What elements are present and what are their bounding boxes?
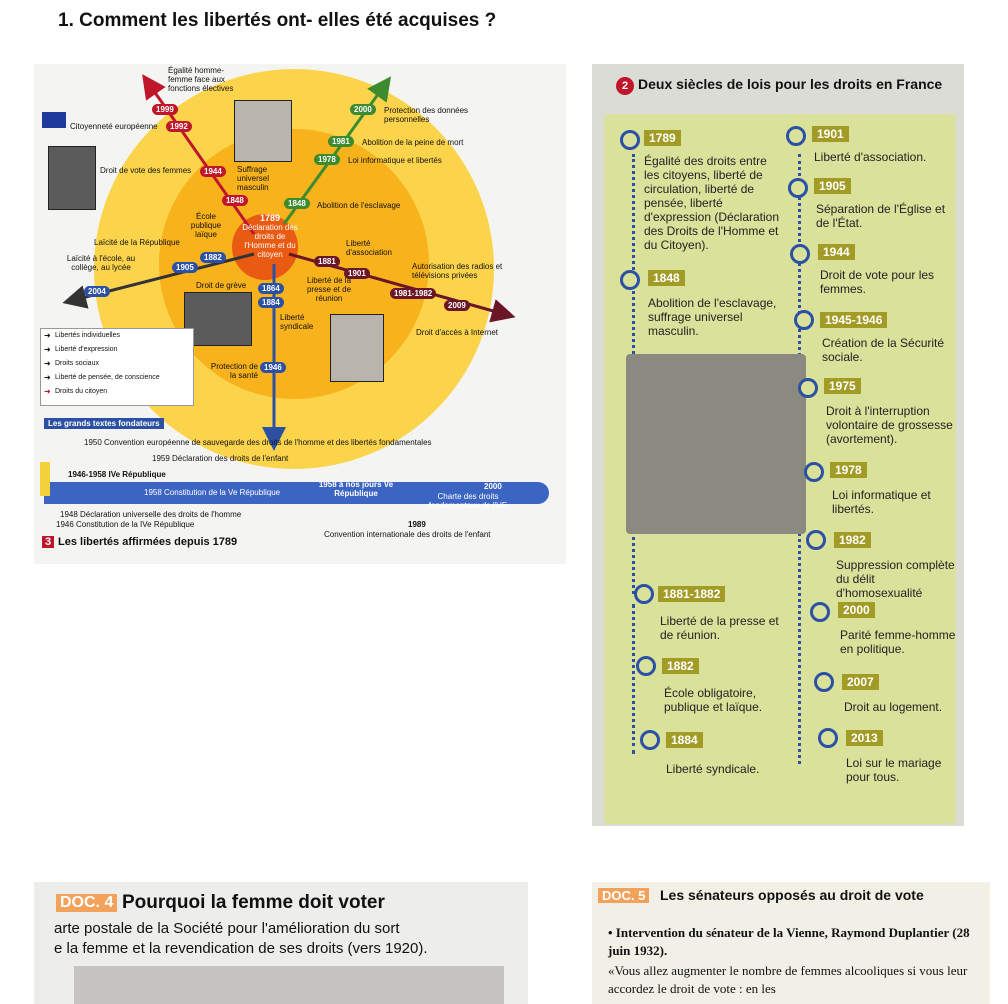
- label-vote-femmes: Droit de vote des femmes: [100, 166, 192, 175]
- legend: [40, 328, 194, 406]
- year-1884: 1884: [666, 732, 703, 748]
- core-text: Déclaration des droits de l'Homme et du citoyen: [242, 223, 298, 259]
- tl-charte: Charte des droits fondamentaux de l'UE: [428, 492, 508, 510]
- tl-1958-nos-jours: 1958 à nos jours Ve République: [318, 480, 394, 498]
- label-sante: Protection de la santé: [210, 362, 258, 380]
- desc-1945-1946: Création de la Sécurité sociale.: [822, 336, 945, 364]
- desc-1944: Droit de vote pour les femmes.: [820, 268, 935, 296]
- photo-press: [330, 314, 384, 382]
- label-ecole: École publique laïque: [190, 212, 222, 239]
- label-laicite: Laïcité de la République: [94, 238, 180, 247]
- desc-1882: École obligatoire, publique et laïque.: [664, 686, 763, 714]
- tag-1901: 1901: [344, 268, 370, 279]
- tag-2009: 2009: [444, 300, 470, 311]
- desc-1884: Liberté syndicale.: [666, 762, 760, 776]
- year-1881-1882: 1881-1882: [658, 586, 725, 602]
- label-informatique: Loi informatique et libertés: [348, 156, 442, 165]
- tl-1959: 1959 Déclaration des droits de l'enfant: [152, 454, 289, 463]
- photo-1848-man: [234, 100, 292, 162]
- desc-2000: Parité femme-homme en politique.: [840, 628, 956, 656]
- year-2007: 2007: [842, 674, 879, 690]
- photo-voting-woman: [48, 146, 96, 210]
- doc2-laws-timeline: [592, 64, 964, 826]
- doc5-title: Les sénateurs opposés au droit de vote: [660, 887, 924, 903]
- year-1882: 1882: [662, 658, 699, 674]
- doc4-postcard-image: [74, 966, 504, 1004]
- timeline-marker: [806, 530, 826, 550]
- left-dotted-line-2: [632, 604, 635, 754]
- tag-1944: 1944: [200, 166, 226, 177]
- timeline-marker: [790, 244, 810, 264]
- label-greve: Droit de grève: [196, 281, 247, 290]
- tag-1981-1982: 1981-1982: [390, 288, 436, 299]
- desc-1789: Égalité des droits entre les citoyens, liberté de circulation, liberté de pensée, liberté d'expression (Déclaration des Droits de l'Homme et du Citoyen).: [644, 154, 780, 252]
- timeline-marker: [620, 130, 640, 150]
- tag-1992: 1992: [166, 121, 192, 132]
- textes-fondateurs-title: Les grands textes fondateurs: [44, 418, 164, 429]
- doc3-caption-text: Les libertés affirmées depuis 1789: [58, 536, 238, 548]
- photo-strike: [184, 292, 252, 346]
- tag-2004: 2004: [84, 286, 110, 297]
- legend-item: ➜ Libertés individuelles: [44, 331, 120, 340]
- timeline-marker: [804, 462, 824, 482]
- year-1975: 1975: [824, 378, 861, 394]
- timeline-marker: [636, 656, 656, 676]
- label-donnees: Protection des données personnelles: [384, 106, 469, 124]
- doc2-title-text: Deux siècles de lois pour les droits en France: [638, 76, 943, 92]
- tag-1882: 1882: [200, 252, 226, 263]
- doc5-panel: [592, 882, 990, 1004]
- label-internet: Droit d'accès à Internet: [416, 328, 499, 337]
- timeline-marker: [786, 126, 806, 146]
- desc-1982: Suppression complète du délit d'homosexualité: [836, 558, 955, 600]
- tag-1978: 1978: [314, 154, 340, 165]
- doc4-caption-line2: e la femme et la revendication de ses droits (vers 1920).: [54, 940, 428, 957]
- timeline-marker: [640, 730, 660, 750]
- tag-1946: 1946: [260, 362, 286, 373]
- tag-2000: 2000: [350, 104, 376, 115]
- doc4-label: DOC. 4: [56, 894, 117, 912]
- tag-1864: 1864: [258, 283, 284, 294]
- doc3-number: 3: [42, 536, 54, 548]
- doc2-number: 2: [616, 77, 634, 95]
- year-2013: 2013: [846, 730, 883, 746]
- tl-1948: 1948 Déclaration universelle des droits de l'homme: [60, 510, 242, 519]
- timeline-marker: [788, 178, 808, 198]
- legend-item: ➜ Droits du citoyen: [44, 387, 108, 396]
- desc-2013: Loi sur le mariage pour tous.: [846, 756, 942, 784]
- page-heading: 1. Comment les libertés ont- elles été acquises ?: [58, 10, 497, 31]
- tag-1905: 1905: [172, 262, 198, 273]
- tl-1989: 1989: [408, 520, 426, 529]
- year-1945-1946: 1945-1946: [820, 312, 887, 328]
- engraving-image: [626, 354, 806, 534]
- tag-1881: 1881: [314, 256, 340, 267]
- tag-1981: 1981: [328, 136, 354, 147]
- tag-1848-green: 1848: [284, 198, 310, 209]
- timeline-marker: [798, 378, 818, 398]
- desc-2007: Droit au logement.: [844, 700, 943, 714]
- label-association: Liberté d'association: [346, 239, 392, 257]
- tl-2000: 2000: [484, 482, 502, 491]
- desc-1881-1882: Liberté de la presse et de réunion.: [660, 614, 779, 642]
- year-1978: 1978: [830, 462, 867, 478]
- timeline-marker: [810, 602, 830, 622]
- year-2000: 2000: [838, 602, 875, 618]
- timeline-marker: [620, 270, 640, 290]
- year-1901: 1901: [812, 126, 849, 142]
- core-label: [239, 214, 301, 259]
- desc-1975: Droit à l'interruption volontaire de grossesse (avortement).: [826, 404, 953, 446]
- tl-convention-enfant: Convention internationale des droits de l'enfant: [324, 530, 491, 539]
- doc4-title: Pourquoi la femme doit voter: [122, 892, 385, 913]
- year-1789: 1789: [644, 130, 681, 146]
- timeline-marker: [818, 728, 838, 748]
- year-1982: 1982: [834, 532, 871, 548]
- tag-1884: 1884: [258, 297, 284, 308]
- timeline-marker: [794, 310, 814, 330]
- label-egalite: Égalité homme-femme face aux fonctions électives: [168, 66, 234, 93]
- timeline-start-marker: [40, 462, 50, 496]
- doc3-liberties-map: [34, 64, 566, 564]
- label-presse: Liberté de la presse et de réunion: [306, 276, 352, 303]
- tl-1958: 1958 Constitution de la Ve République: [144, 488, 281, 497]
- doc2-title: [616, 76, 942, 95]
- doc5-quote: «Vous allez augmenter le nombre de femmes alcooliques si vous leur accordez le droit de vote : en les: [608, 963, 968, 996]
- legend-item: ➜ Liberté d'expression: [44, 345, 118, 354]
- eu-flag-icon: [42, 112, 66, 128]
- timeline-marker: [814, 672, 834, 692]
- doc5-speaker: • Intervention du sénateur de la Vienne, Raymond Duplantier (28 juin 1932).: [608, 925, 970, 958]
- legend-item: ➜ Droits sociaux: [44, 359, 99, 368]
- legend-item: ➜ Liberté de pensée, de conscience: [44, 373, 160, 382]
- timeline-marker: [634, 584, 654, 604]
- label-syndicale: Liberté syndicale: [280, 313, 314, 331]
- core-year: 1789: [259, 213, 281, 223]
- doc4-panel: [34, 882, 528, 1004]
- tl-1946-1958: 1946-1958 IVe République: [68, 470, 166, 479]
- tag-1848-red: 1848: [222, 195, 248, 206]
- label-suffrage: Suffrage universel masculin: [237, 165, 270, 192]
- year-1905: 1905: [814, 178, 851, 194]
- label-laicite-ecole: Laïcité à l'école, au collège, au lycée: [66, 254, 136, 272]
- doc5-label: DOC. 5: [598, 888, 649, 903]
- label-peine-mort: Abolition de la peine de mort: [362, 138, 464, 147]
- desc-1901: Liberté d'association.: [814, 150, 927, 164]
- doc3-caption: [42, 536, 237, 548]
- tl-1946: 1946 Constitution de la IVe République: [56, 520, 195, 529]
- label-esclavage: Abolition de l'esclavage: [317, 201, 401, 210]
- desc-1978: Loi informatique et libertés.: [832, 488, 931, 516]
- label-radios: Autorisation des radios et télévisions privées: [412, 262, 503, 280]
- tl-1950: 1950 Convention européenne de sauvegarde des droits de l'homme et des libertés fondamentales: [84, 438, 432, 447]
- tag-1999: 1999: [152, 104, 178, 115]
- doc4-caption-line1: arte postale de la Société pour l'amélioration du sort: [54, 920, 400, 937]
- year-1848: 1848: [648, 270, 685, 286]
- desc-1848: Abolition de l'esclavage, suffrage universel masculin.: [648, 296, 777, 338]
- label-citoyennete: Citoyenneté européenne: [70, 122, 158, 131]
- year-1944: 1944: [818, 244, 855, 260]
- desc-1905: Séparation de l'Église et de l'État.: [816, 202, 946, 230]
